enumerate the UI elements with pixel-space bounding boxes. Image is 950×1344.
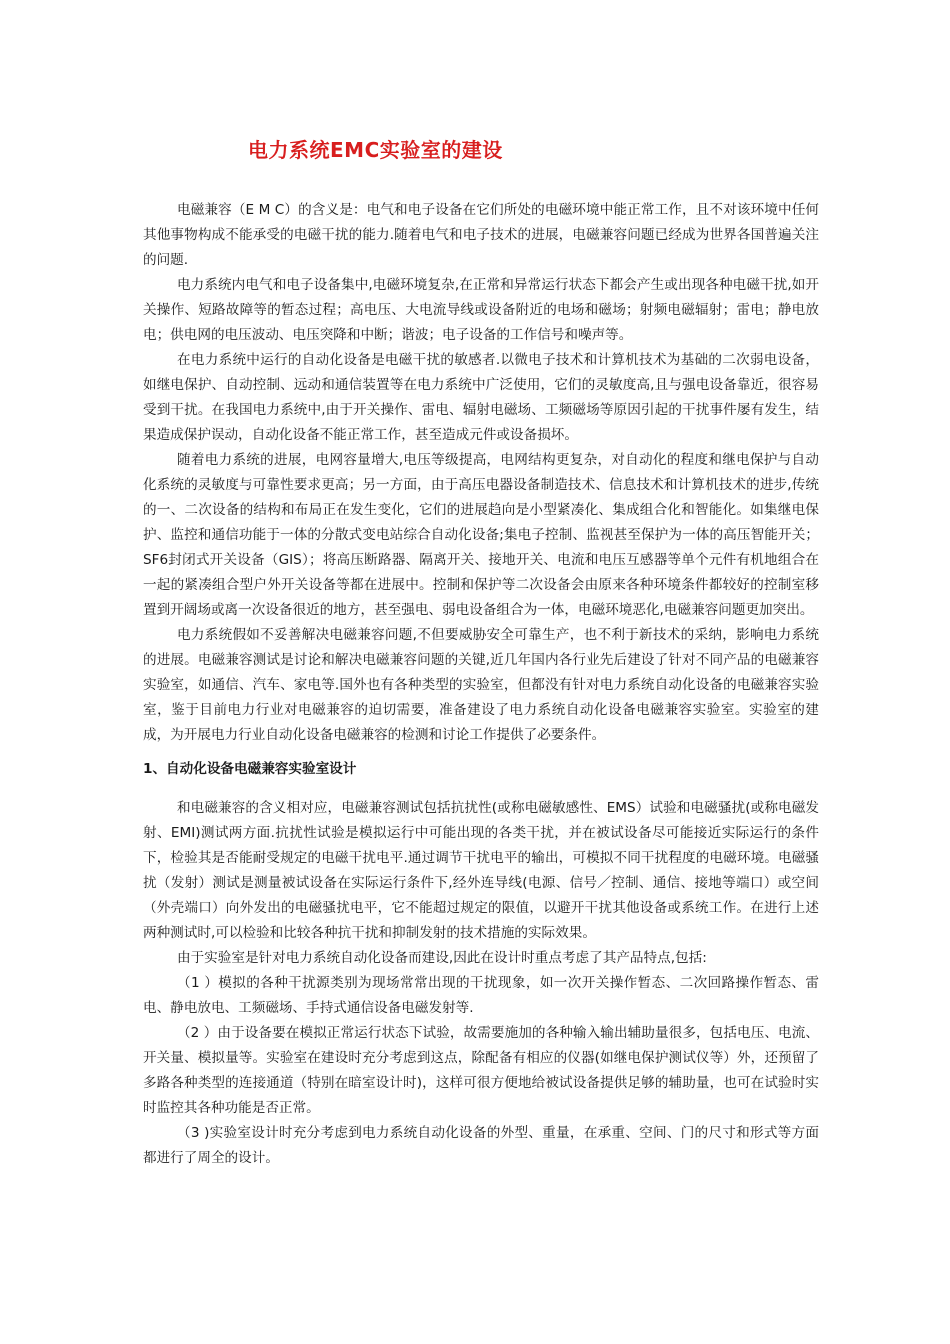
paragraph-design-intro: 由于实验室是针对电力系统自动化设备而建设,因此在设计时重点考虑了其产品特点,包括: [177, 950, 707, 966]
paragraph-system-development: 随着电力系统的进展，电网容量增大,电压等级提高，电网结构更复杂，对自动化的程度和继电保护与自动化系统的灵敏度与可靠性要求更高；另一方面，由于高压电器设备制造技术、信息技术和计算机技术的进步,传统的一、二次设备的结构和布局正在发生变化，它们的进展趋向是小型紧凑化、集成组合化和智能化。如集继电保护、监控和通信功能于一体的分散式变电站综合自动化设备;集电子控制、监视甚至保护为一体的高压智能开关；SF6封闭式开关设备（GIS）；将高压断路器、隔离开关、接地开关、电流和电压互感器等单个元件有机地组合在一起的紧凑组合型户外开关设备等都在进展中。控制和保护等二次设备会由原来各种环境条件都较好的控制室移置到开阔场或离一次设备很近的地方，甚至强电、弱电设备组合为一体，电磁环境恶化,电磁兼容问题更加突出。 [143, 452, 819, 618]
paragraph-automation-sensitivity: 在电力系统中运行的自动化设备是电磁干扰的敏感者.以微电子技术和计算机技术为基础的二次弱电设备，如继电保护、自动控制、远动和通信装置等在电力系统中广泛使用，它们的灵敏度高,且与强电设备靠近，很容易受到干扰。在我国电力系统中,由于开关操作、雷电、辐射电磁场、工频磁场等原因引起的干扰事件屡有发生，结果造成保护误动，自动化设备不能正常工作，甚至造成元件或设备损坏。 [143, 352, 819, 443]
list-item-2: （2 ）由于设备要在模拟正常运行状态下试验，故需要施加的各种输入输出辅助量很多，包括电压、电流、开关量、模拟量等。实验室在建设时充分考虑到这点，除配备有相应的仪器(如继电保护测试仪等）外，还预留了多路各种类型的连接通道（特别在暗室设计时)，这样可很方便地给被试设备提供足够的辅助量，也可在试验时实时监控其各种功能是否正常。 [143, 1025, 819, 1116]
list-item-1: （1 ）模拟的各种干扰源类别为现场常常出现的干扰现象，如一次开关操作暂态、二次回路操作暂态、雷电、静电放电、工频磁场、手持式通信设备电磁发射等. [143, 975, 819, 1016]
document-body [143, 198, 819, 1171]
paragraph-lab-necessity: 电力系统假如不妥善解决电磁兼容问题,不但要威胁安全可靠生产，也不利于新技术的采纳，影响电力系统的进展。电磁兼容测试是讨论和解决电磁兼容问题的关键,近几年国内各行业先后建设了针对不同产品的电磁兼容实验室，如通信、汽车、家电等.国外也有各种类型的实验室，但都没有针对电力系统自动化设备的电磁兼容实验室，鉴于目前电力行业对电磁兼容的迫切需要，准备建设了电力系统自动化设备电磁兼容实验室。实验室的建成，为开展电力行业自动化设备电磁兼容的检测和讨论工作提供了必要条件。 [143, 627, 819, 743]
paragraph-interference-sources: 电力系统内电气和电子设备集中,电磁环境复杂,在正常和异常运行状态下都会产生或出现各种电磁干扰,如开关操作、短路故障等的暂态过程；高电压、大电流导线或设备附近的电场和磁场；射频电磁辐射；雷电；静电放电；供电网的电压波动、电压突降和中断；谐波；电子设备的工作信号和噪声等。 [143, 277, 819, 343]
section-heading: 1、自动化设备电磁兼容实验室设计 [143, 761, 357, 777]
document-title: 电力系统EMC实验室的建设 [248, 138, 503, 162]
paragraph-emc-definition: 电磁兼容（E M C）的含义是：电气和电子设备在它们所处的电磁环境中能正常工作，且不对该环境中任何其他事物构成不能承受的电磁干扰的能力.随着电气和电子技术的进展，电磁兼容问题已经成为世界各国普遍关注的问题. [143, 202, 819, 268]
paragraph-test-types: 和电磁兼容的含义相对应，电磁兼容测试包括抗扰性(或称电磁敏感性、EMS）试验和电磁骚扰(或称电磁发射、EMI)测试两方面.抗扰性试验是模拟运行中可能出现的各类干扰，并在被试设备尽可能接近实际运行的条件下，检验其是否能耐受规定的电磁干扰电平.通过调节干扰电平的输出，可模拟不同干扰程度的电磁环境。电磁骚扰（发射）测试是测量被试设备在实际运行条件下,经外连导线(电源、信号／控制、通信、接地等端口）或空间（外壳端口）向外发出的电磁骚扰电平，它不能超过规定的限值，以避开干扰其他设备或系统工作。在进行上述两种测试时,可以检验和比较各种抗干扰和抑制发射的技术措施的实际效果。 [143, 800, 819, 941]
list-item-3: （3 )实验室设计时充分考虑到电力系统自动化设备的外型、重量，在承重、空间、门的尺寸和形式等方面都进行了周全的设计。 [143, 1125, 819, 1166]
